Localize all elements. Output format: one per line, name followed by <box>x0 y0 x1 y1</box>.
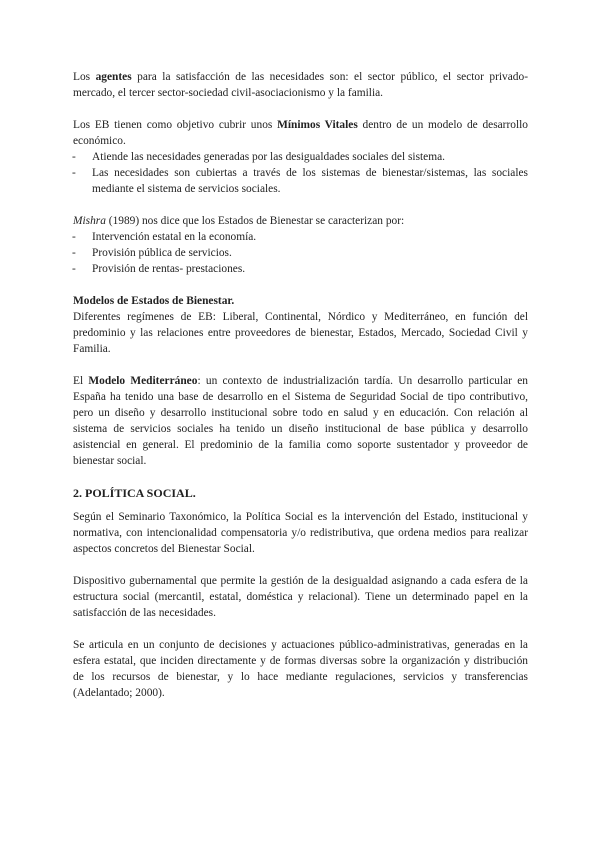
list-item-text: Provisión de rentas- prestaciones. <box>92 263 246 275</box>
dash-marker: - <box>72 151 76 163</box>
paragraph-agentes <box>73 69 528 101</box>
paragraph-modelos: Diferentes regímenes de EB: Liberal, Continental, Nórdico y Mediterráneo, en función del predominio y las relaciones entre proveedores de bienestar, Estados, Mercado, Sociedad Civil y Familia. <box>73 311 528 355</box>
section-title-politica-social: 2. POLÍTICA SOCIAL. <box>73 486 196 500</box>
text-run: (1989) nos dice que los Estados de Bienestar se caracterizan por: <box>105 215 405 227</box>
needs-list <box>73 149 528 197</box>
text-run: dentro de un modelo de desarrollo económico. <box>73 119 528 147</box>
list-item-text: Las necesidades son cubiertas a través de los sistemas de bienestar/sistemas, las sociales mediante el sistema de servicios sociales. <box>92 167 528 195</box>
list-item-text: Atiende las necesidades generadas por las desigualdades sociales del sistema. <box>92 151 445 163</box>
bold-term-agentes: agentes <box>95 71 132 83</box>
list-item <box>73 165 528 197</box>
text-run: El <box>73 375 89 387</box>
list-item <box>73 149 528 165</box>
italic-author-mishra: Mishra <box>73 215 106 227</box>
dash-marker: - <box>72 247 76 259</box>
bold-term-minimos-vitales: Mínimos Vitales <box>277 119 358 131</box>
list-item-text: Intervención estatal en la economía. <box>92 231 257 243</box>
bold-term-modelo-mediterraneo: Modelo Mediterráneo <box>88 375 198 387</box>
dash-marker: - <box>72 167 76 179</box>
paragraph-articulacion: Se articula en un conjunto de decisiones y actuaciones público-administrativas, generadas en la esfera estatal, que inciden directamente y de formas diversas sobre la organización y distribución de los recursos de bienestar, y lo hace mediante regulaciones, servicios y transferencias (Adelantado; 2000). <box>73 639 528 699</box>
list-item <box>73 261 528 277</box>
paragraph-modelo-mediterraneo <box>73 373 528 469</box>
paragraph-mishra <box>73 213 528 229</box>
document-body <box>73 69 528 701</box>
bold-heading: Modelos de Estados de Bienestar. <box>73 295 235 307</box>
text-run: Los <box>73 71 96 83</box>
paragraph-seminario: Según el Seminario Taxonómico, la Política Social es la intervención del Estado, institucional y normativa, con intencionalidad compensatoria y/o redistributiva, que ordena medios para realizar aspectos concretos del Bienestar Social. <box>73 511 528 555</box>
list-item <box>73 229 528 245</box>
heading-modelos <box>73 293 528 309</box>
text-run: Los EB tienen como objetivo cubrir unos <box>73 119 278 131</box>
text-run: : un contexto de industrialización tardía. Un desarrollo particular en España ha tenido una base de desarrollo en el Sistema de Seguridad Social de tipo contributivo, pero un diseño y desarrollo institucional sobre todo en salud y en educación. Con relación al sistema de servicios sociales ha tenido un diseño institucional de base pública y desarrollo asistencial en general. El predominio de la familia como soporte sustentador y proveedor de bienestar social. <box>73 375 528 467</box>
characteristics-list <box>73 229 528 277</box>
paragraph-minimos-vitales <box>73 117 528 149</box>
dash-marker: - <box>72 263 76 275</box>
list-item <box>73 245 528 261</box>
list-item-text: Provisión pública de servicios. <box>92 247 232 259</box>
text-run: para la satisfacción de las necesidades son: el sector público, el sector privado-mercado, el tercer sector-sociedad civil-asociacionismo y la familia. <box>73 71 528 99</box>
dash-marker: - <box>72 231 76 243</box>
paragraph-dispositivo: Dispositivo gubernamental que permite la gestión de la desigualdad asignando a cada esfera de la estructura social (mercantil, estatal, doméstica y relacional). Tiene un determinado papel en la satisfacción de las necesidades. <box>73 575 528 619</box>
